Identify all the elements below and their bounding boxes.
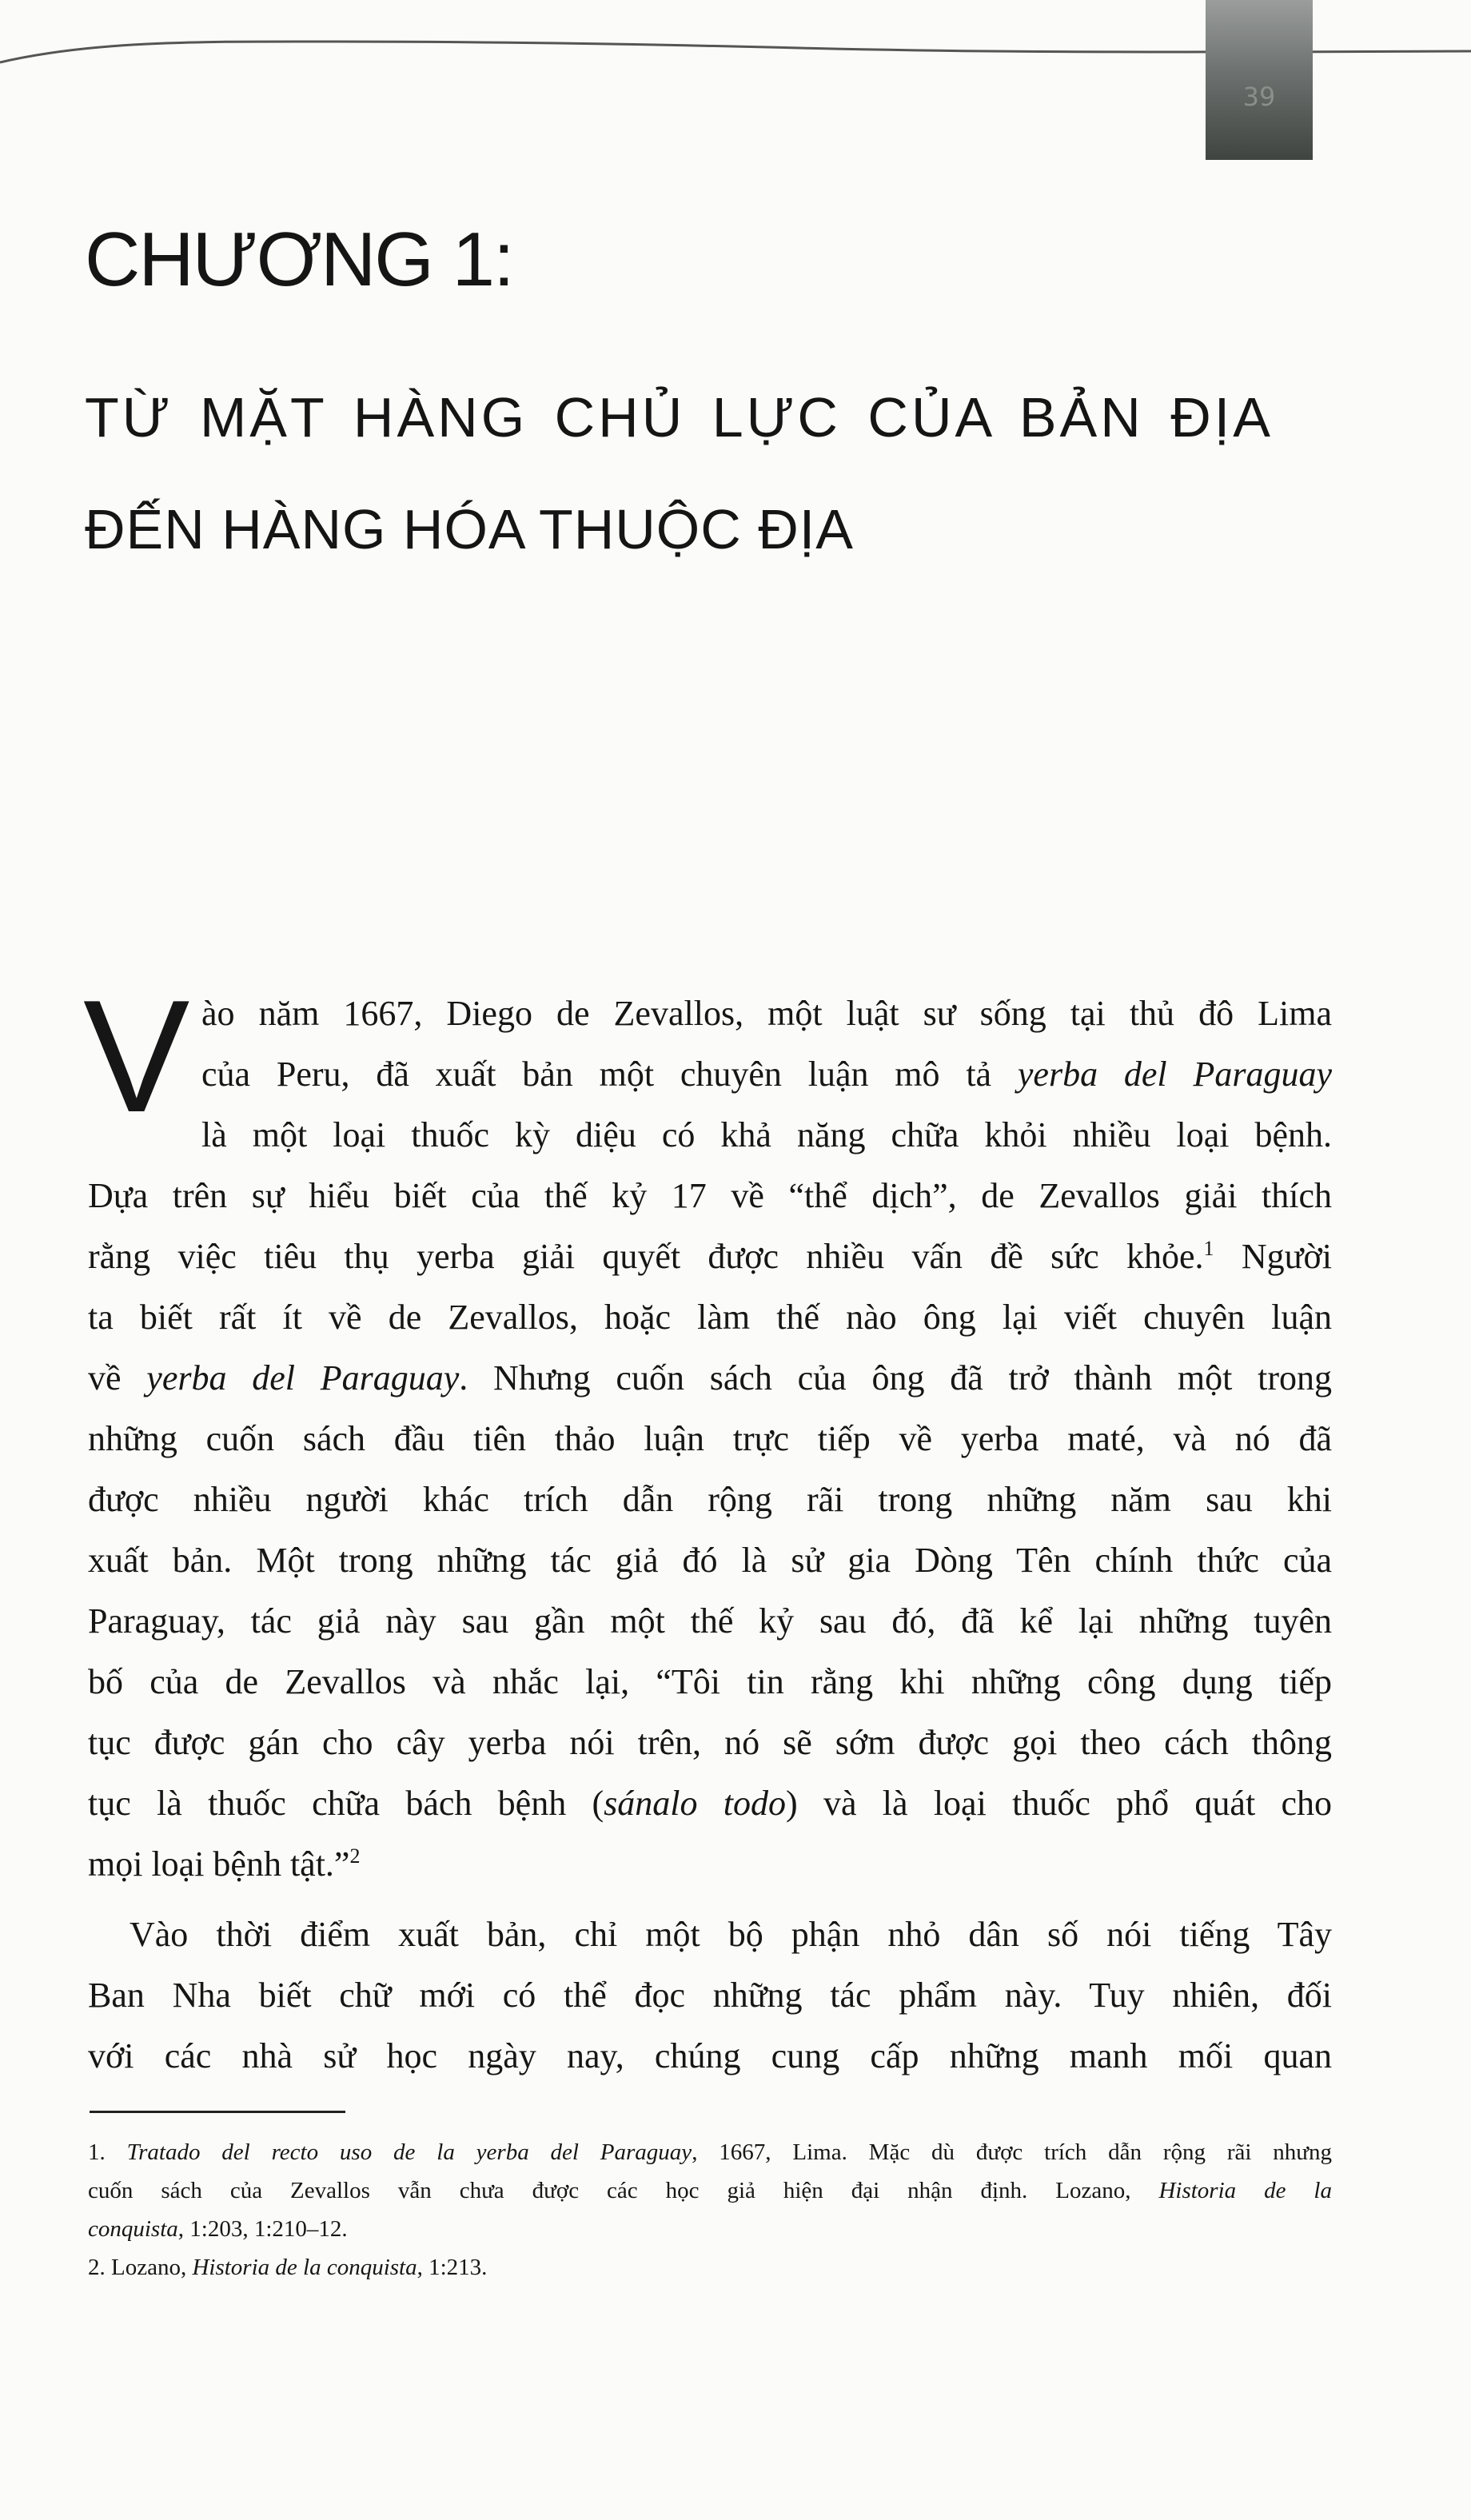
text-segment: Paraguay, tác giả này sau gần một thế kỷ sau đó, đã kể lại những tuyên [88,1601,1332,1641]
footnote-ref: 2 [349,1844,361,1868]
text-line [88,1591,1332,1652]
text-segment: ta biết rất ít về de Zevallos, hoặc làm thế nào ông lại viết chuyên luận [88,1298,1332,1337]
text-line [88,1166,1332,1226]
italic-text: Historia de la conquista [192,2255,417,2280]
text-segment: , 1:203, 1:210–12. [177,2216,348,2242]
page-number: 39 [1242,82,1276,112]
italic-text: yerba del Paraguay [1017,1055,1332,1094]
italic-text: conquista [88,2216,178,2242]
text-segment: mọi loại bệnh tật.” [88,1844,350,1884]
chapter-title-line-2: ĐẾN HÀNG HÓA THUỘC ĐỊA [85,498,854,560]
text-line [88,1469,1332,1530]
paragraph-2 [88,1904,1332,2087]
footnote-line [88,2133,1332,2171]
text-line [88,1287,1332,1348]
text-line [88,1713,1332,1773]
text-segment: Vào thời điểm xuất bản, chỉ một bộ phận nhỏ dân số nói tiếng Tây [130,1915,1332,1954]
text-segment: 1. [88,2139,127,2165]
text-line [88,1530,1332,1591]
text-segment: ) và là loại thuốc phổ quát cho [786,1784,1333,1823]
text-line [201,1105,1332,1166]
text-segment: là một loại thuốc kỳ diệu có khả năng chữa khỏi nhiều loại bệnh. [201,1115,1332,1154]
text-line [88,1348,1332,1409]
text-segment: , 1:213. [417,2255,488,2280]
text-line [88,1652,1332,1713]
drop-cap: V [83,967,190,1146]
chapter-title-line-1: TỪ MẶT HÀNG CHỦ LỰC CỦA BẢN ĐỊA [85,386,1274,449]
text-segment: Ban Nha biết chữ mới có thể đọc những tác phẩm này. Tuy nhiên, đối [88,1976,1332,2015]
text-segment: cuốn sách của Zevallos vẫn chưa được các học giả hiện đại nhận định. Lozano, [88,2178,1159,2203]
footnotes [88,2133,1332,2287]
italic-text: sánalo todo [604,1784,787,1823]
text-segment: Người [1214,1237,1332,1276]
chapter-label: CHƯƠNG 1: [85,217,513,302]
text-segment: rằng việc tiêu thụ yerba giải quyết được nhiều vấn đề sức khỏe. [88,1237,1204,1276]
text-line [88,2026,1332,2087]
paragraph-1 [88,983,1332,1895]
text-segment: , 1667, Lima. Mặc dù được trích dẫn rộng rãi nhưng [692,2139,1332,2165]
text-line [201,983,1332,1044]
italic-text: Historia de la [1158,2178,1332,2203]
text-segment: ào năm 1667, Diego de Zevallos, một luật sư sống tại thủ đô Lima [201,994,1332,1033]
text-segment: tục là thuốc chữa bách bệnh ( [88,1784,604,1823]
text-segment: với các nhà sử học ngày nay, chúng cung cấp những manh mối quan [88,2036,1332,2075]
page-number-tab [1206,0,1313,160]
italic-text: Tratado del recto uso de la yerba del Paraguay [126,2139,692,2165]
italic-text: yerba del Paraguay [146,1358,460,1398]
footnote-line [88,2171,1332,2210]
text-segment: những cuốn sách đầu tiên thảo luận trực tiếp về yerba maté, và nó đã [88,1419,1332,1458]
text-segment: tục được gán cho cây yerba nói trên, nó sẽ sớm được gọi theo cách thông [88,1723,1332,1762]
text-segment: của Peru, đã xuất bản một chuyên luận mô tả [201,1055,1018,1094]
text-segment: về [88,1358,147,1398]
footnote-separator [90,2111,345,2113]
text-segment: bố của de Zevallos và nhắc lại, “Tôi tin rằng khi những công dụng tiếp [88,1662,1332,1701]
text-line [88,1773,1332,1834]
text-segment: được nhiều người khác trích dẫn rộng rãi trong những năm sau khi [88,1480,1332,1519]
text-segment: 2. Lozano, [88,2255,193,2280]
text-line [201,1044,1332,1105]
footnote-line [88,2210,1332,2248]
text-line [88,1409,1332,1469]
text-segment: Dựa trên sự hiểu biết của thế kỷ 17 về “thể dịch”, de Zevallos giải thích [88,1176,1332,1215]
text-line [88,1965,1332,2026]
text-line [88,1226,1332,1287]
text-segment: xuất bản. Một trong những tác giả đó là sử gia Dòng Tên chính thức của [88,1541,1332,1580]
footnote-line [88,2248,1332,2287]
text-line [88,1904,1332,1965]
footnote-ref: 1 [1203,1237,1214,1260]
text-segment: . Nhưng cuốn sách của ông đã trở thành một trong [459,1358,1332,1398]
text-line [88,1834,1332,1895]
